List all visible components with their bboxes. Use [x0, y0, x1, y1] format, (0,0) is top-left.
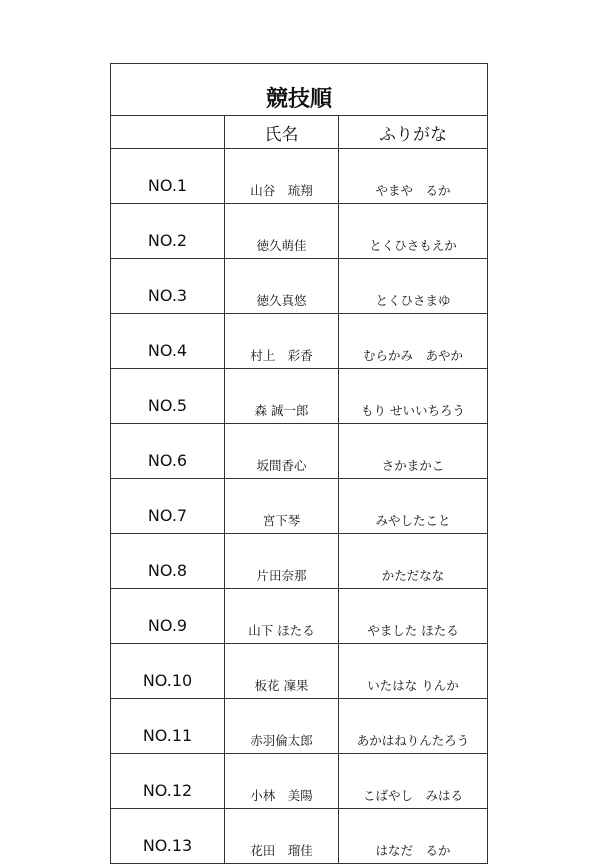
entry-name: 坂間香心: [225, 424, 339, 479]
table-row: [111, 534, 488, 589]
entry-number: NO.11: [111, 699, 225, 754]
entry-name: 小林 美陽: [225, 754, 339, 809]
table-row: [111, 479, 488, 534]
table-title: 競技順: [111, 64, 488, 116]
entry-name: 山谷 琉翔: [225, 149, 339, 204]
entry-kana: こばやし みはる: [339, 754, 488, 809]
entry-number: NO.5: [111, 369, 225, 424]
entry-kana: あかはねりんたろう: [339, 699, 488, 754]
entry-number: NO.3: [111, 259, 225, 314]
table-row: [111, 424, 488, 479]
competition-order-table: [110, 63, 488, 864]
table-row: [111, 754, 488, 809]
entry-name: 片田奈那: [225, 534, 339, 589]
entry-name: 山下 ほたる: [225, 589, 339, 644]
entry-name: 宮下琴: [225, 479, 339, 534]
header-kana: ふりがな: [339, 116, 488, 149]
entry-kana: かただなな: [339, 534, 488, 589]
entry-kana: はなだ るか: [339, 809, 488, 864]
table-row: [111, 204, 488, 259]
entry-kana: とくひさまゆ: [339, 259, 488, 314]
entry-number: NO.7: [111, 479, 225, 534]
header-no: [111, 116, 225, 149]
entry-kana: やました ほたる: [339, 589, 488, 644]
table-row: [111, 149, 488, 204]
entry-number: NO.9: [111, 589, 225, 644]
entry-name: 森 誠一郎: [225, 369, 339, 424]
entry-number: NO.10: [111, 644, 225, 699]
table-row: [111, 369, 488, 424]
entry-kana: さかまかこ: [339, 424, 488, 479]
entry-number: NO.8: [111, 534, 225, 589]
entry-name: 板花 凜果: [225, 644, 339, 699]
header-name: 氏名: [225, 116, 339, 149]
entry-number: NO.12: [111, 754, 225, 809]
entry-name: 徳久真悠: [225, 259, 339, 314]
entry-number: NO.13: [111, 809, 225, 864]
entry-number: NO.1: [111, 149, 225, 204]
entry-kana: もり せいいちろう: [339, 369, 488, 424]
entry-number: NO.4: [111, 314, 225, 369]
entry-kana: むらかみ あやか: [339, 314, 488, 369]
title-row: [111, 64, 488, 116]
table-row: [111, 259, 488, 314]
entry-kana: いたはな りんか: [339, 644, 488, 699]
entry-name: 徳久萌佳: [225, 204, 339, 259]
table-row: [111, 809, 488, 864]
entry-name: 村上 彩香: [225, 314, 339, 369]
entry-number: NO.6: [111, 424, 225, 479]
entry-kana: とくひさもえか: [339, 204, 488, 259]
entry-name: 赤羽倫太郎: [225, 699, 339, 754]
entry-kana: みやしたこと: [339, 479, 488, 534]
table-row: [111, 644, 488, 699]
entry-kana: やまや るか: [339, 149, 488, 204]
header-row: [111, 116, 488, 149]
entry-name: 花田 瑠佳: [225, 809, 339, 864]
table-row: [111, 314, 488, 369]
table-row: [111, 589, 488, 644]
entry-number: NO.2: [111, 204, 225, 259]
table-row: [111, 699, 488, 754]
